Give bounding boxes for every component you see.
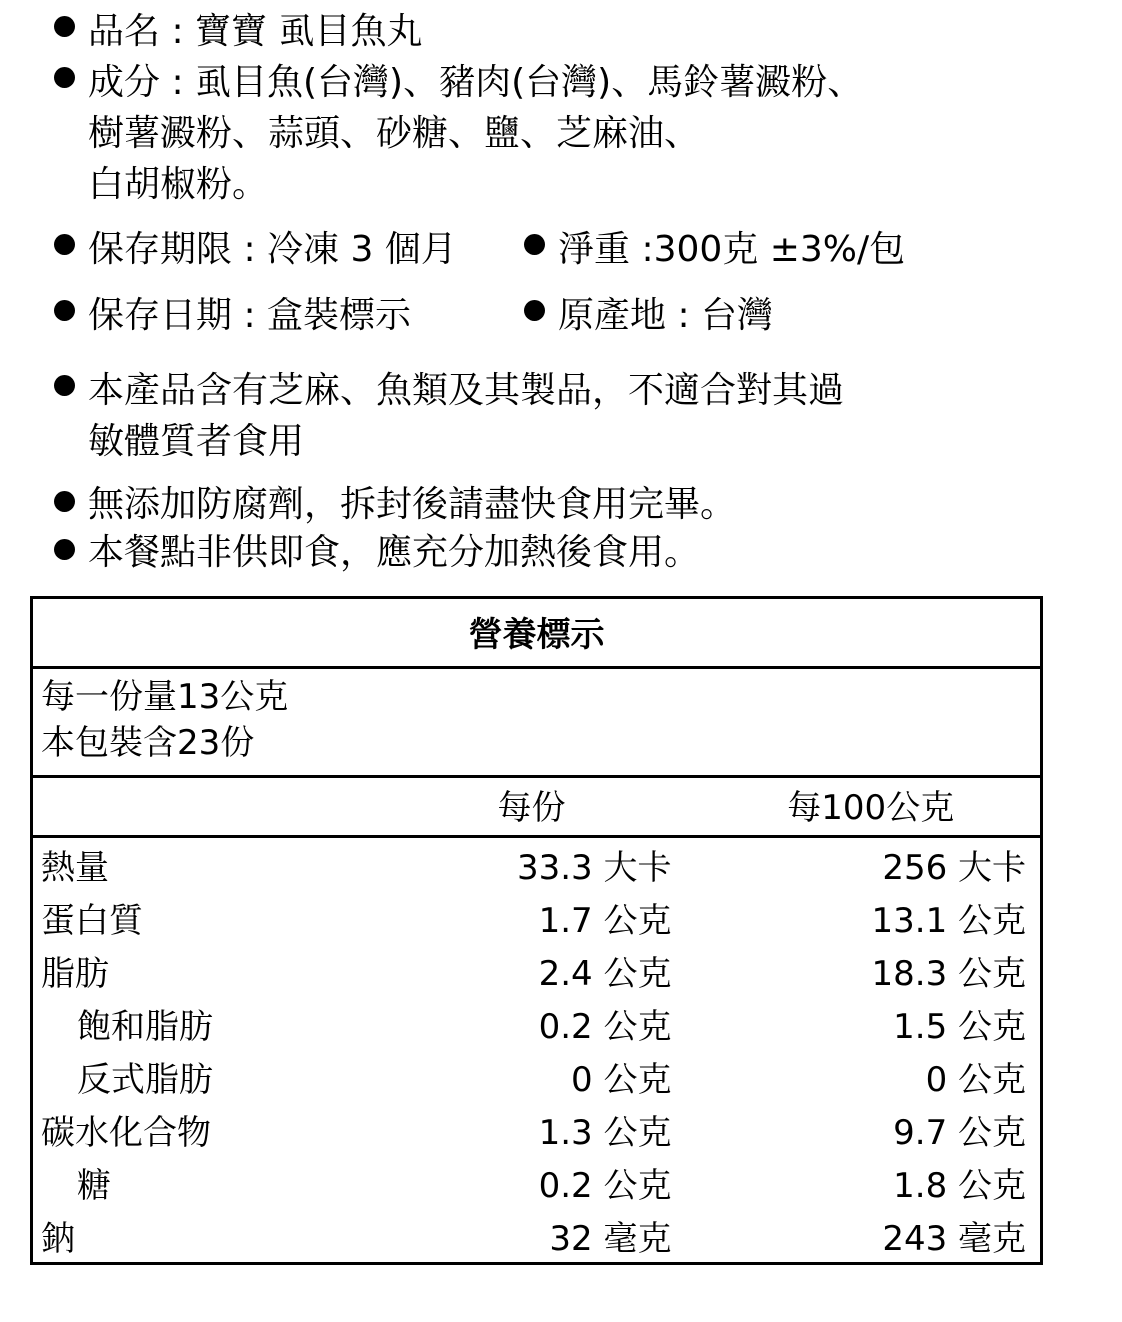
table-row — [32, 944, 1042, 997]
table-row — [32, 1209, 1042, 1264]
nutrient-per-serving: 32 毫克 — [549, 1218, 672, 1259]
serving-info-cell — [32, 668, 1042, 777]
nutrient-per-serving: 1.3 公克 — [538, 1112, 672, 1153]
nutrient-per-100g: 18.3 公克 — [871, 953, 1027, 994]
preservative-line — [0, 481, 1122, 530]
preservative-text: 無添加防腐劑，拆封後請盡快食用完畢。 — [88, 483, 737, 525]
nutrition-table-body — [32, 598, 1042, 1264]
net-weight-text: 淨重 :300克 ±3%/包 — [558, 229, 906, 271]
nutrient-per-100g: 243 毫克 — [882, 1218, 1027, 1259]
net-weight-group — [524, 224, 905, 275]
nutrient-per-100g: 13.1 公克 — [871, 900, 1027, 941]
bullet-icon — [524, 224, 558, 271]
bullet-icon — [524, 290, 558, 337]
origin-text: 原產地 : 台灣 — [558, 294, 774, 336]
allergen-text-line2: 敏體質者食用 — [88, 420, 305, 462]
nutrient-per-100g: 9.7 公克 — [893, 1112, 1027, 1153]
nutrient-per-100g: 0 公克 — [925, 1059, 1027, 1100]
nutrient-per-serving: 2.4 公克 — [538, 953, 672, 994]
product-name-text: 品名 : 寶寶 虱目魚丸 — [88, 11, 423, 52]
nutrient-name: 蛋白質 — [41, 900, 143, 941]
nutrient-name: 飽和脂肪 — [77, 1006, 213, 1047]
column-header-per-100g: 每100公克 — [702, 776, 1042, 836]
nutrient-per-100g: 1.8 公克 — [893, 1165, 1027, 1206]
nutrient-name: 熱量 — [41, 847, 109, 888]
ingredients-line — [0, 57, 1122, 108]
nutrient-name: 反式脂肪 — [77, 1059, 213, 1100]
table-row — [32, 891, 1042, 944]
table-row — [32, 997, 1042, 1050]
ingredients-text-line3: 白胡椒粉。 — [88, 164, 269, 206]
nutrition-title: 營養標示 — [32, 598, 1042, 668]
origin-group — [524, 290, 773, 341]
nutrient-per-serving: 0 公克 — [571, 1059, 672, 1100]
nutrient-per-100g: 1.5 公克 — [893, 1006, 1027, 1047]
nutrient-name: 鈉 — [41, 1218, 75, 1259]
nutrient-per-100g: 256 大卡 — [882, 847, 1027, 888]
table-row — [32, 836, 1042, 891]
product-name-line — [0, 6, 1122, 57]
nutrient-per-serving: 1.7 公克 — [538, 900, 672, 941]
nutrient-name: 糖 — [77, 1165, 111, 1206]
ingredients-text: 成分 : 虱目魚(台灣)、豬肉(台灣)、馬鈴薯澱粉、 — [88, 62, 864, 104]
bullet-icon — [54, 481, 88, 528]
heating-text: 本餐點非供即食，應充分加熱後食用。 — [88, 532, 701, 574]
servings-per-pack-text: 本包裝含23份 — [41, 722, 255, 763]
shelf-life-group — [54, 224, 524, 275]
nutrient-per-serving: 33.3 大卡 — [516, 847, 672, 888]
nutrient-name: 脂肪 — [41, 953, 109, 994]
nutrition-title-row — [32, 598, 1042, 668]
column-header-blank — [32, 776, 362, 836]
bullet-icon — [54, 6, 88, 53]
heating-line — [0, 529, 1122, 578]
nutrient-name: 碳水化合物 — [41, 1112, 211, 1153]
bullet-icon — [54, 57, 88, 104]
serving-info-row — [32, 668, 1042, 777]
shelf-life-and-weight-row — [0, 224, 1122, 275]
expiry-and-origin-row — [0, 290, 1122, 341]
table-row — [32, 1103, 1042, 1156]
nutrition-column-header-row — [32, 776, 1042, 836]
expiry-group — [54, 290, 524, 341]
allergen-line — [0, 365, 1122, 416]
bullet-icon — [54, 365, 88, 412]
bullet-icon — [54, 290, 88, 337]
column-header-per-serving: 每份 — [362, 776, 702, 836]
serving-size-text: 每一份量13公克 — [41, 677, 289, 718]
allergen-text: 本產品含有芝麻、魚類及其製品，不適合對其過 — [88, 369, 845, 411]
product-info-block — [0, 0, 1122, 578]
table-row — [32, 1156, 1042, 1209]
bullet-icon — [54, 529, 88, 576]
nutrient-per-serving: 0.2 公克 — [538, 1006, 672, 1047]
expiry-text: 保存日期 : 盒裝標示 — [88, 294, 412, 336]
shelf-life-text: 保存期限 : 冷凍 3 個月 — [88, 229, 457, 271]
ingredients-text-line2: 樹薯澱粉、蒜頭、砂糖、鹽、芝麻油、 — [88, 113, 701, 155]
nutrition-table — [30, 596, 1043, 1265]
nutrient-per-serving: 0.2 公克 — [538, 1165, 672, 1206]
table-row — [32, 1050, 1042, 1103]
bullet-icon — [54, 224, 88, 271]
